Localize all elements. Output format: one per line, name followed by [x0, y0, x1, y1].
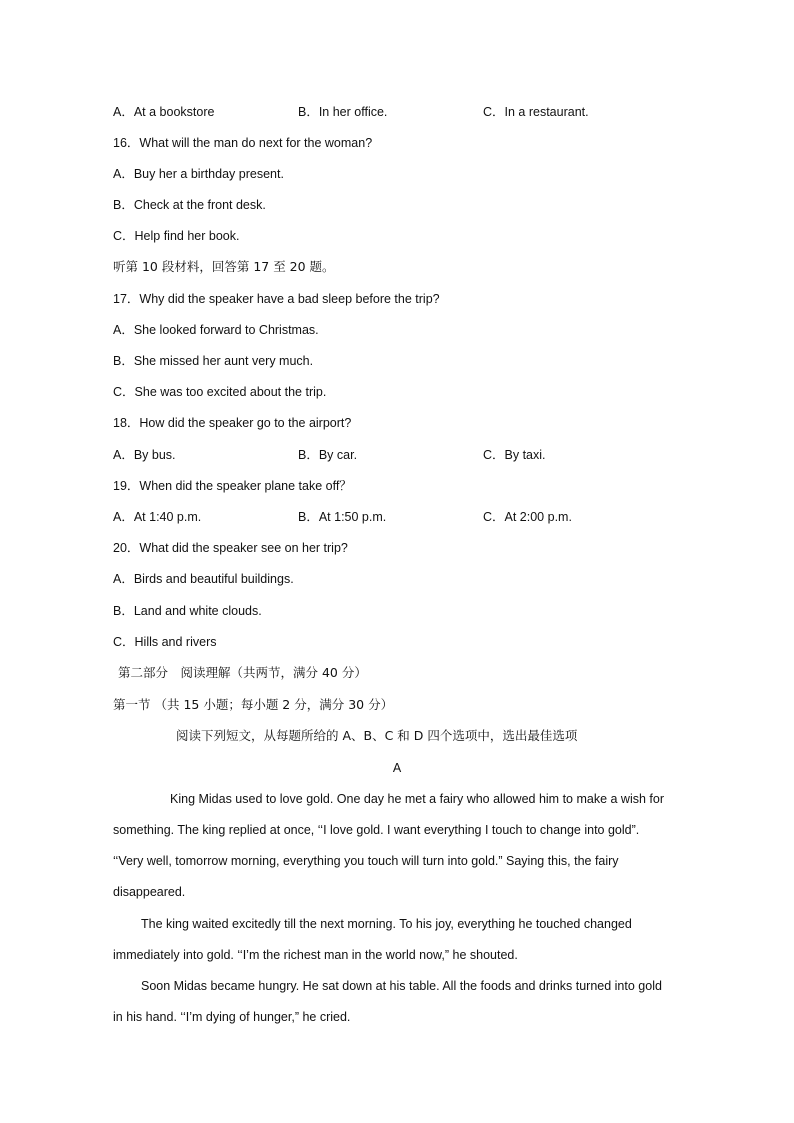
q20-option-c: C．Hills and rivers [113, 635, 217, 649]
q17-option-b: B．She missed her aunt very much. [113, 354, 314, 368]
passage-p1-line3: ‘‘Very well, tomorrow morning, everything you touch will turn into gold.” Saying this, the fairy [113, 854, 619, 868]
passage-p1-line2: something. The king replied at once, ‘‘I love gold. I want everything I touch to change into gold”. [113, 823, 640, 837]
q16-stem: 16．What will the man do next for the woman? [113, 136, 373, 150]
passage-p2-line2: immediately into gold. ‘‘I’m the richest man in the world now,” he shouted. [113, 948, 518, 962]
q18-stem: 18．How did the speaker go to the airport? [113, 416, 352, 430]
q19-option-b: B．At 1:50 p.m. [298, 510, 387, 524]
q18-option-c: C．By taxi. [483, 448, 546, 462]
q19-option-a: A．At 1:40 p.m. [113, 510, 202, 524]
q19-option-c: C．At 2:00 p.m. [483, 510, 572, 524]
reading-instruction: 阅读下列短文，从每题所给的 A、B、C 和 D 四个选项中，选出最佳选项 [176, 728, 578, 743]
q16-option-b: B．Check at the front desk. [113, 198, 266, 212]
passage-p3-line1: Soon Midas became hungry. He sat down at his table. All the foods and drinks turned into gold [141, 979, 662, 993]
q20-stem: 20．What did the speaker see on her trip? [113, 541, 348, 555]
passage-p1-line4: disappeared. [113, 885, 186, 899]
passage-p1-line1: King Midas used to love gold. One day he met a fairy who allowed him to make a wish for [170, 792, 665, 806]
part2-heading: 第二部分 阅读理解（共两节，满分 40 分） [118, 665, 367, 680]
q15-option-c: C．In a restaurant. [483, 105, 589, 119]
q19-stem: 19．When did the speaker plane take off？ [113, 479, 352, 493]
q20-option-a: A．Birds and beautiful buildings. [113, 572, 294, 586]
passage-p3-line2: in his hand. ‘‘I’m dying of hunger,” he cried. [113, 1010, 351, 1024]
q15-option-a: A．At a bookstore [113, 105, 215, 119]
q17-option-a: A．She looked forward to Christmas. [113, 323, 319, 337]
q18-option-b: B．By car. [298, 448, 358, 462]
q16-option-c: C．Help find her book. [113, 229, 240, 243]
q20-option-b: B．Land and white clouds. [113, 604, 262, 618]
section10-instruction: 听第 10 段材料，回答第 17 至 20 题。 [113, 259, 335, 274]
section1-heading: 第一节 （共 15 小题；每小题 2 分，满分 30 分） [113, 697, 394, 712]
q17-stem: 17．Why did the speaker have a bad sleep before the trip? [113, 292, 440, 306]
q15-option-b: B．In her office. [298, 105, 388, 119]
q17-option-c: C．She was too excited about the trip. [113, 385, 327, 399]
q18-option-a: A．By bus. [113, 448, 176, 462]
q16-option-a: A．Buy her a birthday present. [113, 167, 284, 181]
passage-p2-line1: The king waited excitedly till the next morning. To his joy, everything he touched changed [141, 917, 632, 931]
passage-label: A [392, 761, 402, 775]
